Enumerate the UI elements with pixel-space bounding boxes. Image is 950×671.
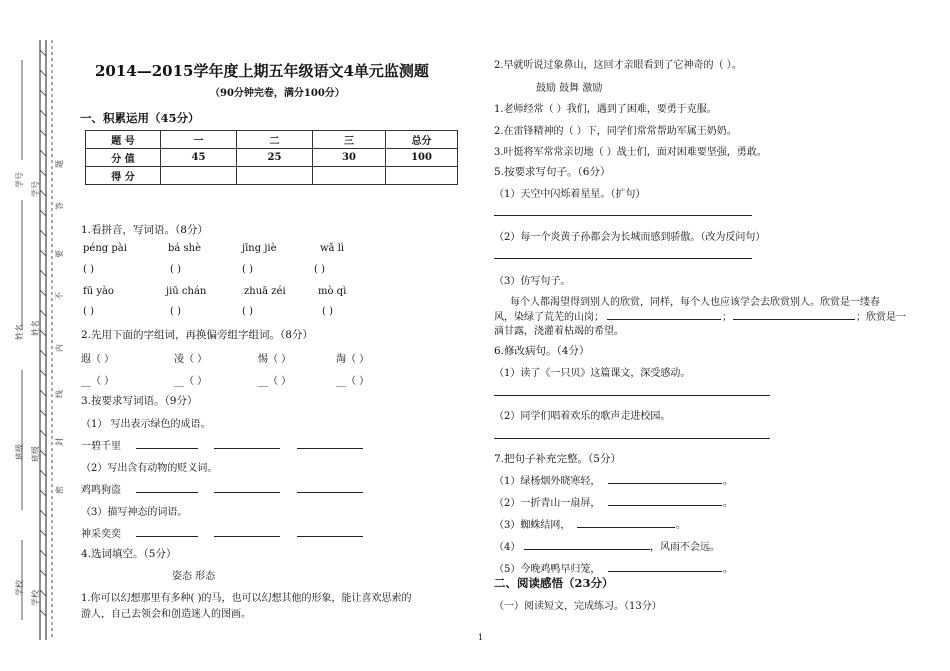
table-cell: 三 [313, 131, 386, 149]
label-student-id-2: 学号 [31, 181, 40, 197]
label-student-id: 学号 [15, 172, 24, 188]
label-name: 姓名 [15, 324, 24, 340]
seal-word: 不 [55, 292, 64, 300]
seal-word: 内 [55, 344, 64, 352]
q3-sub2: （2）写出含有动物的贬义词。 [81, 463, 218, 474]
q3-sub3: （3）描写神态的词语。 [81, 507, 188, 518]
answer-line[interactable] [608, 571, 722, 572]
seal-word: 封 [55, 438, 64, 446]
answer-line[interactable] [577, 527, 675, 528]
table-cell: 30 [313, 149, 386, 167]
q2-title: 2.先用下面的字组词，再换偏旁组字组词。（8分） [81, 329, 313, 341]
q5-title: 5.按要求写句子。（6分） [494, 166, 611, 178]
q7-sub4-end: ，风雨不会远。 [650, 542, 720, 553]
pinyin: mò qì [318, 286, 347, 297]
period: 。 [723, 564, 733, 575]
answer-blank[interactable]: ( ) [322, 306, 333, 317]
pinyin: fū yào [83, 286, 114, 297]
answer-blank[interactable]: ( ) [242, 264, 253, 275]
q3-example3: 神采奕奕 [81, 529, 121, 540]
char-blank[interactable]: 遐（ ） [81, 354, 115, 365]
period: 。 [676, 520, 686, 531]
q3-example1: 一碧千里 [81, 441, 121, 452]
table-cell: 得 分 [86, 167, 161, 185]
answer-line[interactable] [297, 448, 363, 449]
pinyin: wǎ lì [320, 243, 345, 254]
answer-blank[interactable]: ( ) [170, 306, 181, 317]
table-row [86, 131, 458, 149]
page-title: 2014—2015学年度上期五年级语文4单元监测题 [95, 62, 429, 80]
q4-sentence3: 1.老师经常（ ）我们，遇到了困难，要勇于克服。 [494, 104, 717, 115]
answer-line[interactable] [494, 215, 752, 216]
q5-sub2: （2）每一个炎黄子孙都会为长城而感到骄傲。（改为反问句） [494, 232, 766, 243]
q4-title: 4.选词填空。（5分） [81, 548, 177, 560]
label-class: 班级 [15, 444, 24, 460]
q6-title: 6.修改病句。（4分） [494, 345, 590, 357]
table-row [86, 167, 458, 185]
answer-blank[interactable]: ( ) [314, 264, 325, 275]
answer-line[interactable] [214, 492, 280, 493]
q7-sub5: （5）今晚鸡鸭早归笼， [494, 564, 601, 575]
char-blank[interactable]: __（ ） [174, 376, 208, 387]
seal-word: 题 [55, 160, 64, 168]
answer-line[interactable] [214, 536, 280, 537]
seal-word: 密 [55, 486, 64, 494]
answer-line[interactable] [494, 438, 770, 439]
table-cell: 分 值 [86, 149, 161, 167]
answer-line[interactable] [494, 258, 752, 259]
period: 。 [723, 498, 733, 509]
q4-sentence2: 2.早就听说过象鼻山，这回才亲眼看到了它神奇的（ ）。 [494, 60, 742, 71]
q4-sentence4: 2.在雷锋精神的（ ）下，同学们常常帮助军属王奶奶。 [494, 126, 737, 137]
q3-example2: 鸡鸣狗盗 [81, 485, 121, 496]
answer-line[interactable] [494, 395, 770, 396]
q7-sub1: （1）绿杨烟外晓寒轻， [494, 476, 601, 487]
answer-blank[interactable]: ( ) [83, 306, 94, 317]
section-1-heading: 一、积累运用（45分） [80, 111, 200, 125]
char-blank[interactable]: __（ ） [81, 376, 115, 387]
q6-sub1: （1）读了《一只贝》这篇课文，深受感动。 [494, 368, 691, 379]
q7-title: 7.把句子补充完整。（5分） [494, 453, 621, 465]
q4-sentence5: 3.叶挺将军常常亲切地（ ）战士们，面对困难要坚强，勇敢。 [494, 147, 767, 158]
table-cell: 100 [386, 149, 458, 167]
seal-word: 线 [55, 390, 64, 398]
table-row [86, 149, 458, 167]
q7-sub2: （2）一折青山一扇屏， [494, 498, 601, 509]
table-cell: 一 [161, 131, 237, 149]
pinyin: péng pài [83, 243, 127, 254]
q5-sub3: （3）仿写句子。 [494, 276, 571, 287]
answer-line[interactable] [136, 448, 198, 449]
answer-blank[interactable]: ( ) [242, 306, 253, 317]
table-cell: 题 号 [86, 131, 161, 149]
q7-sub4: （4） [494, 542, 521, 553]
label-class-2: 班级 [31, 446, 40, 462]
score-input-cell[interactable] [313, 167, 386, 185]
char-blank[interactable]: __（ ） [336, 376, 370, 387]
score-input-cell[interactable] [161, 167, 237, 185]
q4-sentence1a: 1.你可以幻想那里有多种( )的马，也可以幻想其他的形象，能让喜欢思索的 [81, 593, 412, 604]
pinyin: jiū chán [166, 286, 207, 297]
section-2-sub: （一）阅读短文，完成练习。（13分） [494, 601, 662, 612]
seal-word: 答 [55, 202, 64, 210]
table-cell: 45 [161, 149, 237, 167]
q4-words: 姿态 形态 [172, 571, 216, 582]
char-blank[interactable]: __（ ） [258, 376, 292, 387]
table-cell: 总分 [386, 131, 458, 149]
pinyin: jīng jiè [242, 243, 277, 254]
pinyin: bá shè [168, 243, 202, 254]
answer-line[interactable] [608, 505, 722, 506]
period: 。 [723, 476, 733, 487]
char-blank[interactable]: 惕（ ） [258, 354, 292, 365]
answer-line[interactable] [214, 448, 280, 449]
q1-title: 1.看拼音，写词语。（8分） [81, 224, 208, 236]
char-blank[interactable]: 凌（ ） [174, 354, 208, 365]
answer-blank[interactable]: ( ) [83, 264, 94, 275]
q5-paragraph-line1: 每个人都渴望得到别人的欣赏，同样，每个人也应该学会去欣赏别人。欣赏是一缕春 [510, 297, 880, 308]
page-number: 1 [478, 633, 484, 642]
q5-paragraph-line2a: 风，染绿了荒芜的山岗； [494, 312, 604, 323]
q5-sub1: （1）天空中闪烁着星星。（扩句） [494, 189, 646, 200]
q5-paragraph-line3: 滴甘露，浇灌着枯竭的希望。 [494, 326, 624, 337]
score-input-cell[interactable] [237, 167, 313, 185]
q5-paragraph-line2c: ；欣赏是一 [856, 312, 906, 323]
q6-sub2: （2）同学们唱着欢乐的歌声走进校园。 [494, 411, 671, 422]
score-input-cell[interactable] [386, 167, 458, 185]
label-school-2: 学校 [31, 590, 40, 606]
seal-word: 要 [55, 250, 64, 258]
label-name-2: 姓名 [31, 320, 40, 336]
answer-line[interactable] [608, 483, 722, 484]
q3-title: 3.按要求写词语。（9分） [81, 395, 198, 407]
pinyin: zhuā zéi [244, 286, 286, 297]
section-2-heading: 二、阅读感悟（23分） [494, 576, 614, 590]
answer-line[interactable] [136, 536, 198, 537]
answer-line[interactable] [607, 319, 721, 320]
answer-line[interactable] [297, 492, 363, 493]
label-school: 学校 [15, 580, 24, 596]
table-cell: 25 [237, 149, 313, 167]
table-cell: 二 [237, 131, 313, 149]
q3-sub1: （1） 写出表示绿色的成语。 [81, 419, 211, 430]
answer-line[interactable] [733, 319, 855, 320]
q4-words2: 鼓励 鼓舞 激励 [536, 83, 603, 94]
char-blank[interactable]: 淘（ ） [336, 354, 370, 365]
q5-paragraph-sep: ； [722, 312, 732, 323]
answer-line[interactable] [524, 549, 650, 550]
answer-blank[interactable]: ( ) [170, 264, 181, 275]
score-table [85, 130, 458, 185]
answer-line[interactable] [297, 536, 363, 537]
answer-line[interactable] [136, 492, 198, 493]
page-subtitle: （90分钟完卷，满分100分） [210, 88, 345, 99]
q7-sub3: （3）蜘蛛结网， [494, 520, 571, 531]
q4-sentence1b: 游人，自己去领会和创造迷人的图画。 [81, 609, 251, 620]
